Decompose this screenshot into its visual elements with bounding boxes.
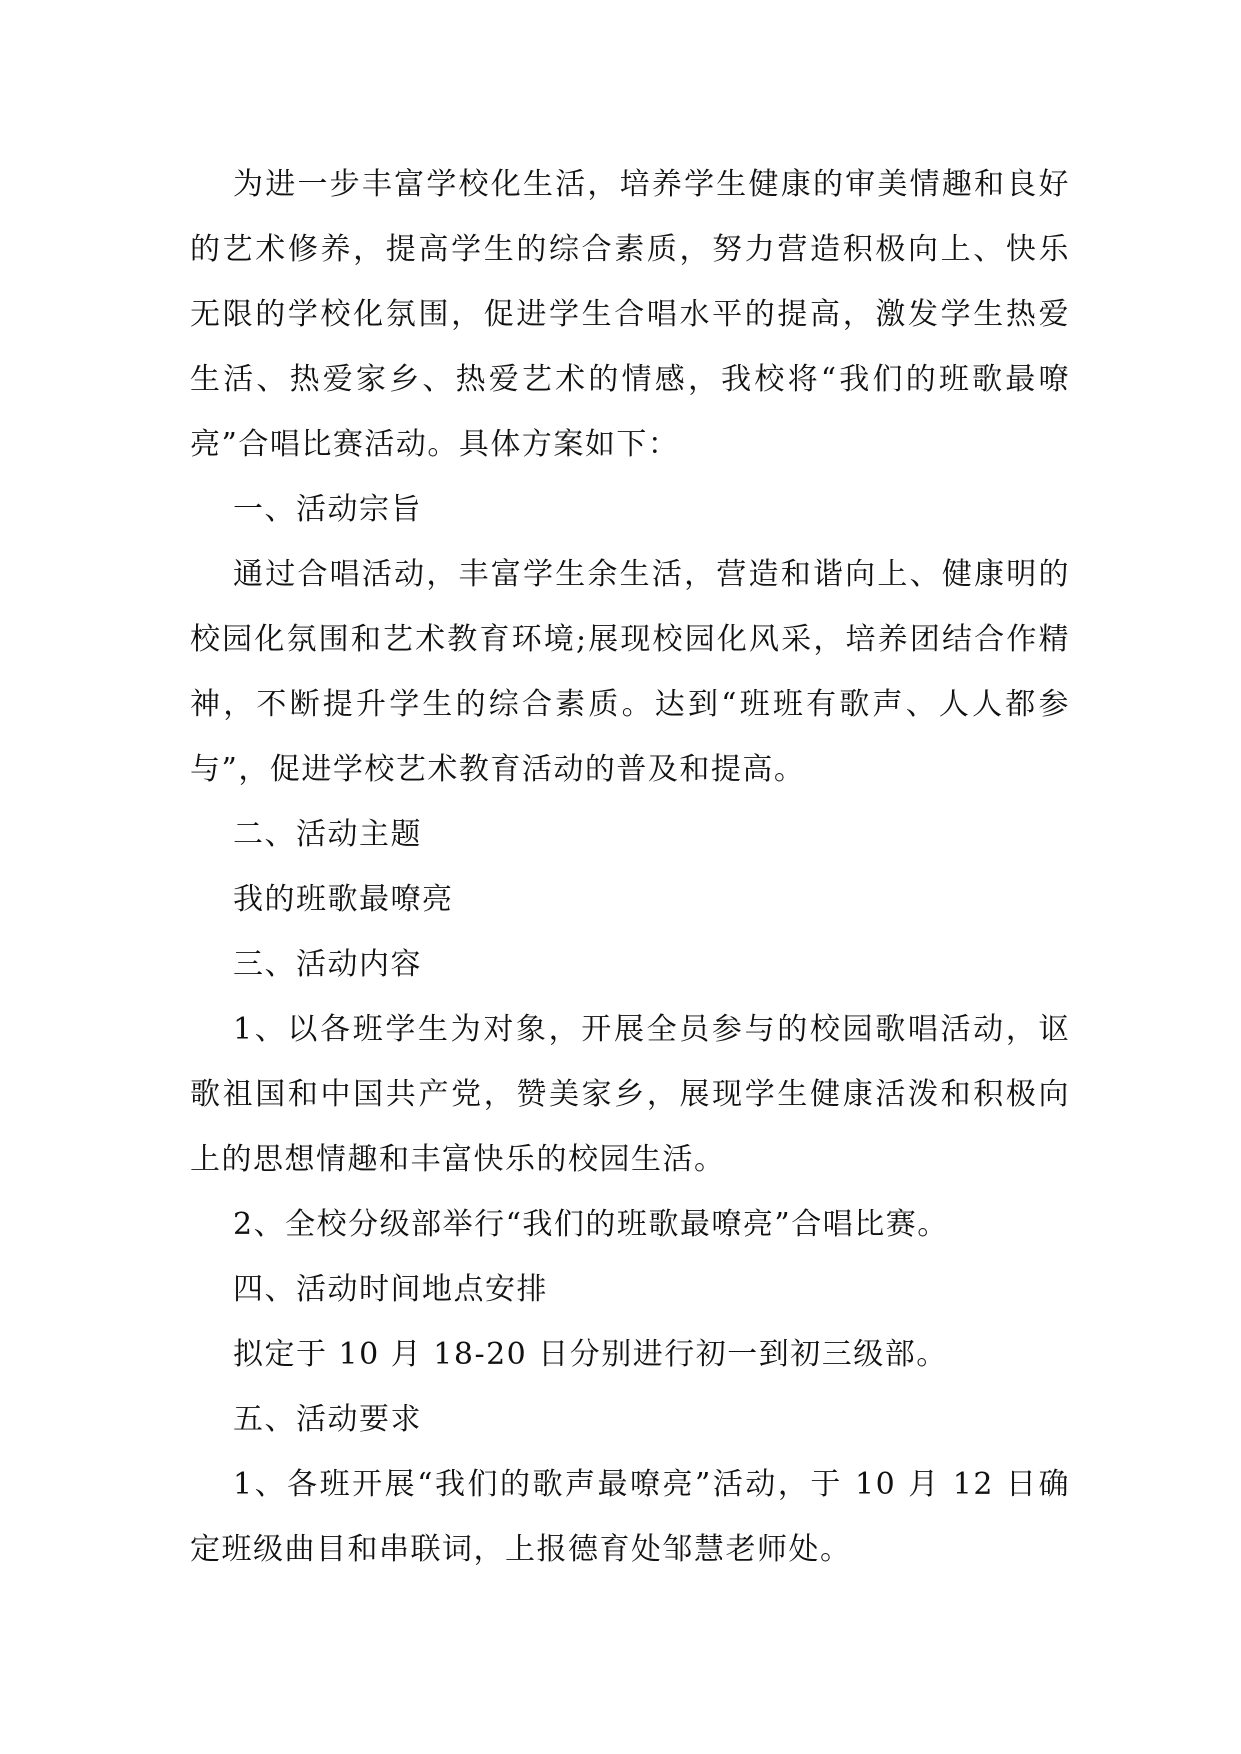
section-5-item-1: 1、各班开展“我们的歌声最嘹亮”活动，于 10 月 12 日确定班级曲目和串联词，上报德育处邹慧老师处。 bbox=[190, 1467, 1070, 1567]
section-3-item-2: 2、全校分级部举行“我们的班歌最嘹亮”合唱比赛。 bbox=[233, 1207, 949, 1242]
section-1-heading: 一、活动宗旨 bbox=[233, 492, 422, 527]
section-3-item-1: 1、以各班学生为对象，开展全员参与的校园歌唱活动，讴歌祖国和中国共产党，赞美家乡，展现学生健康活泼和积极向上的思想情趣和丰富快乐的校园生活。 bbox=[190, 1012, 1070, 1177]
section-3-heading: 三、活动内容 bbox=[233, 947, 422, 982]
section-5-heading: 五、活动要求 bbox=[233, 1402, 422, 1437]
section-2-heading: 二、活动主题 bbox=[233, 817, 422, 852]
section-1-paragraph: 通过合唱活动，丰富学生余生活，营造和谐向上、健康明的校园化氛围和艺术教育环境;展现校园化风采，培养团结合作精神，不断提升学生的综合素质。达到“班班有歌声、人人都参与”，促进学校艺术教育活动的普及和提高。 bbox=[190, 557, 1070, 787]
section-2-paragraph: 我的班歌最嘹亮 bbox=[233, 882, 454, 917]
intro-paragraph: 为进一步丰富学校化生活，培养学生健康的审美情趣和良好的艺术修养，提高学生的综合素质，努力营造积极向上、快乐无限的学校化氛围，促进学生合唱水平的提高，激发学生热爱生活、热爱家乡、热爱艺术的情感，我校将“我们的班歌最嘹亮”合唱比赛活动。具体方案如下： bbox=[190, 167, 1070, 462]
section-4-heading: 四、活动时间地点安排 bbox=[233, 1272, 548, 1307]
document-body bbox=[190, 152, 1070, 1582]
section-4-paragraph: 拟定于 10 月 18-20 日分别进行初一到初三级部。 bbox=[233, 1337, 948, 1372]
